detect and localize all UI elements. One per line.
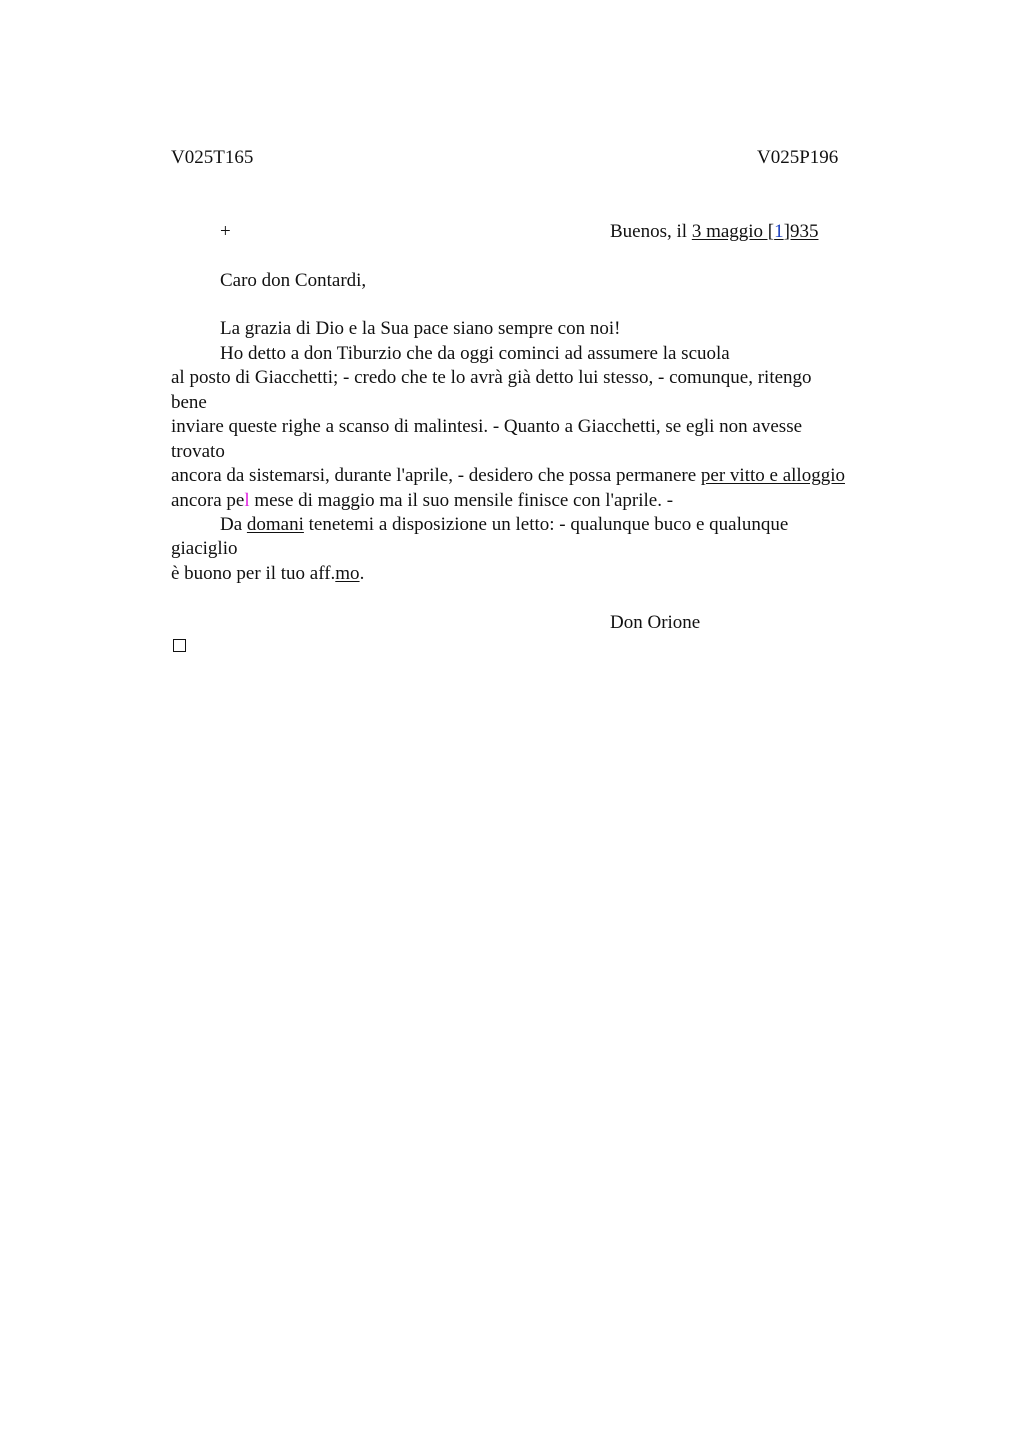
letter-line-6: trovato (171, 441, 225, 462)
letter-line-5: inviare queste righe a scanso di malintesi. - Quanto a Giacchetti, se egli non avesse (171, 416, 803, 437)
date-suffix: ]935 (783, 221, 819, 242)
line-8-text-a: ancora pe (171, 490, 245, 511)
date-underlined (692, 221, 819, 242)
letter-date (610, 220, 818, 244)
letter-line-7 (171, 464, 845, 488)
letter-line-1: La grazia di Dio e la Sua pace siano sempre con noi! (220, 318, 621, 339)
letter-line-3: al posto di Giacchetti; - credo che te lo avrà già detto lui stesso, - comunque, ritengo (171, 367, 812, 388)
line-8-text-b: mese di maggio ma il suo mensile finisce con l'aprile. - (249, 490, 674, 511)
cross-symbol: + (220, 221, 231, 242)
line-11-underlined: mo (335, 563, 360, 584)
salutation: Caro don Contardi, (220, 270, 367, 291)
empty-square-icon (173, 639, 186, 652)
letter-line-4: bene (171, 392, 207, 413)
letter-line-9 (220, 513, 788, 537)
line-11-text-a: è buono per il tuo aff. (171, 563, 336, 584)
date-day-month: 3 maggio [ (691, 221, 775, 242)
left-archive-code: V025T165 (171, 147, 254, 168)
date-bracket-number: 1 (774, 221, 784, 242)
line-9-text-b: tenetemi a disposizione un letto: - qualunque buco e qualunque (303, 514, 789, 535)
line-7-underlined: per vitto e alloggio (700, 465, 845, 486)
line-11-text-b: . (359, 563, 365, 584)
signature: Don Orione (610, 612, 701, 633)
letter-line-10: giaciglio (171, 538, 238, 559)
line-7-text: ancora da sistemarsi, durante l'aprile, - desidero che possa permanere (171, 465, 701, 486)
right-archive-code: V025P196 (757, 147, 839, 168)
letter-line-8 (171, 489, 673, 513)
letter-line-11 (171, 562, 364, 586)
line-9-underlined: domani (246, 514, 304, 535)
line-8-marked-letter: l (244, 490, 250, 511)
line-9-text-a: Da (220, 514, 247, 535)
date-prefix: Buenos, il (610, 221, 692, 242)
letter-line-2: Ho detto a don Tiburzio che da oggi cominci ad assumere la scuola (220, 343, 730, 364)
